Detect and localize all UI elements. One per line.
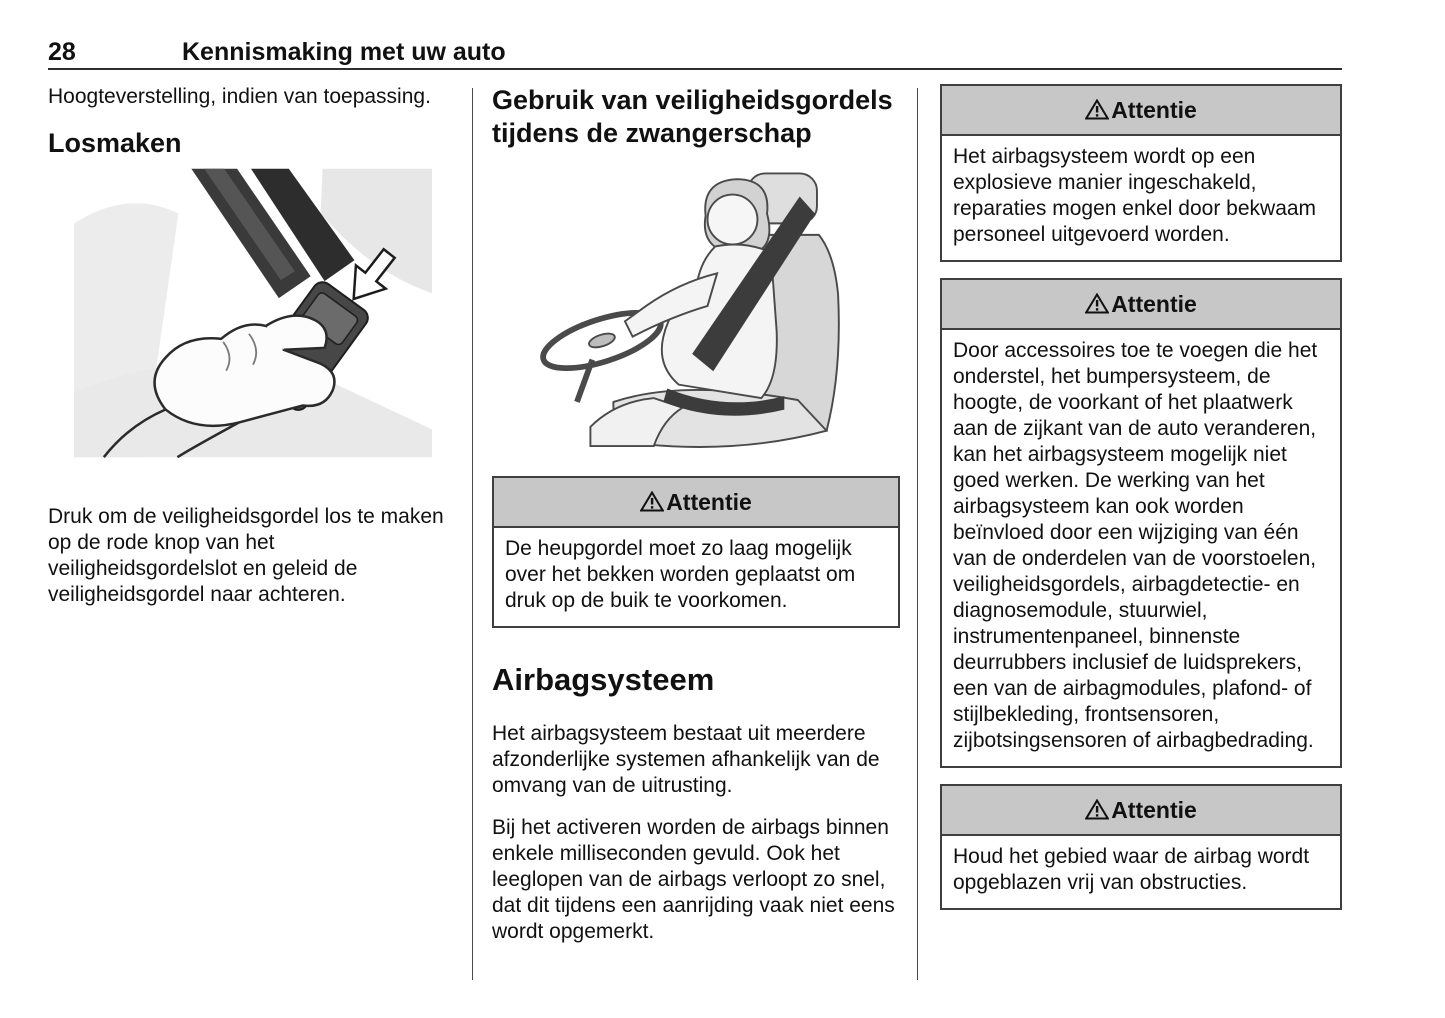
attention-box [940,784,1342,910]
pregnant-woman-seatbelt-illustration [492,160,900,448]
attention-body: De heupgordel moet zo laag mogelijk over het bekken worden geplaatst om druk op de buik te voorkomen. [505,537,856,612]
pregnant-woman-seatbelt-drawing [503,160,889,448]
column-divider [917,88,918,980]
attention-title: Attentie [1111,797,1197,823]
seatbelt-buckle-release-drawing [74,168,432,458]
warning-triangle-icon [640,491,664,512]
attention-header [942,280,1340,330]
seatbelt-buckle-release-illustration [48,168,458,458]
attention-header [942,786,1340,836]
attention-header [942,86,1340,136]
airbag-section-heading: Airbagsysteem [492,662,715,697]
left-column [48,84,458,608]
attention-title: Attentie [666,489,752,515]
warning-triangle-icon [1085,99,1109,120]
airbag-paragraph-1: Het airbagsysteem bestaat uit meerdere afzonderlijke systemen afhankelijk van de omvang van de uitrusting. [492,722,880,797]
attention-box [940,84,1342,262]
attention-title: Attentie [1111,291,1197,317]
pregnancy-heading: Gebruik van veiligheidsgordels tijdens de zwangerschap [492,85,893,148]
header-rule [48,68,1342,70]
right-column [940,84,1342,926]
attention-title: Attentie [1111,97,1197,123]
attention-body: Houd het gebied waar de airbag wordt opgeblazen vrij van obstructies. [953,845,1310,894]
height-adjustment-note: Hoogteverstelling, indien van toepassing. [48,85,431,108]
release-instructions: Druk om de veiligheidsgordel los te maken op de rode knop van het veiligheidsgordelslot en geleid de veiligheidsgordel naar achteren. [48,505,444,606]
warning-triangle-icon [1085,799,1109,820]
attention-box [492,476,900,628]
airbag-paragraph-2: Bij het activeren worden de airbags binnen enkele milliseconden gevuld. Ook het leeglopen van de airbags verloopt zo snel, dat dit tijdens een aanrijding vaak niet eens wordt opgemerkt. [492,816,895,943]
column-divider [472,88,473,980]
release-heading: Losmaken [48,128,182,158]
chapter-title: Kennismaking met uw auto [182,38,506,66]
page-number: 28 [48,38,76,66]
attention-box [940,278,1342,768]
warning-triangle-icon [1085,293,1109,314]
attention-body: Het airbagsysteem wordt op een explosieve manier ingeschakeld, reparaties mogen enkel door bekwaam personeel uitgevoerd worden. [953,145,1317,246]
middle-column [492,84,900,945]
attention-header [494,478,898,528]
attention-body: Door accessoires toe te voegen die het onderstel, het bumpersysteem, de hoogte, de voorkant of het plaatwerk aan de zijkant van de auto veranderen, kan het airbagsysteem mogelijk niet goed werken. De werking van het airbagsysteem kan ook worden beïnvloed door een wijziging van één van de onderdelen van de voorstoelen, veiligheidsgordels, airbagdetectie- en diagnosemodule, stuurwiel, instrumentenpaneel, binnenste deurrubbers inclusief de luidsprekers, een van de airbagmodules, plafond- of stijlbekleding, frontsensoren, zijbotsingsensoren of airbagbedrading. [953,339,1318,752]
